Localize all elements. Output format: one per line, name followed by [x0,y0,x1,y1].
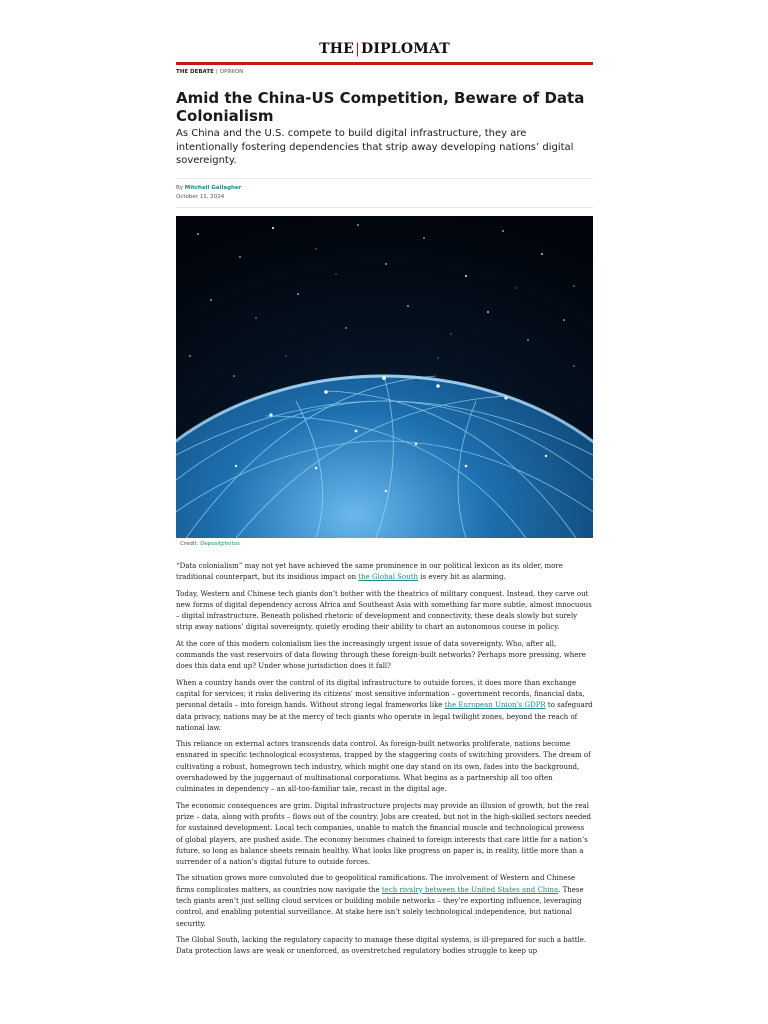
article-body [176,561,593,963]
logo-the: THE [319,41,355,57]
section-separator: | [215,69,218,75]
paragraph-text: is every bit as alarming. [418,573,506,582]
logo-separator: | [355,41,360,57]
credit-source-link[interactable]: Depositphotos [200,541,240,547]
credit-label: Credit: [180,541,199,547]
body-paragraph: The economic consequences are grim. Digital infrastructure projects may provide an illusion of growth, but the real prize – data, along with profits – flows out of the country. Jobs are created, but not in the high-skilled sectors needed for sustained development. Local tech companies, unable to match the financial muscle and technological prowess of global players, are pushed aside. The economy becomes chained to foreign interests that care little for a nation’s future, so long as balance sheets remain healthy. What looks like progress on paper is, in reality, little more than a surrender of a nation’s digital future to outside forces. [176,801,591,867]
paragraph-text: The situation grows more convoluted due to geopolitical ramifications. The involvement of Western and Chinese firms complicates matters, as countries now navigate the [176,874,576,894]
header-divider [176,62,593,65]
publish-date: October 11, 2024 [176,194,225,200]
byline-prefix: By [176,185,184,191]
byline-divider-top [176,178,593,179]
body-paragraph: Today, Western and Chinese tech giants don’t bother with the theatrics of military conquest. Instead, they carve out new forms of digital dependency across Africa and Southeast Asia with something far more subtle, almost innocuous – digital infrastructure. Beneath polished rhetoric of development and connectivity, these deals slowly but surely strip away nations’ digital sovereignty, quietly eroding their ability to chart an autonomous course in policy. [176,589,592,632]
paragraph-text: “Data colonialism” may not yet have achieved the same prominence in our political lexicon as its older, more traditional counterpart, but its insidious impact on [176,562,563,582]
body-paragraph: At the core of this modern colonialism lies the increasingly urgent issue of data sovereignty. Who, after all, commands the vast reservoirs of data flowing through these foreign-built networks? Perhaps more pressing, where does this data end up? Under whose jurisdiction does it fall? [176,639,586,671]
global-south-link[interactable]: the Global South [358,573,419,582]
section-category-link[interactable]: THE DEBATE [176,69,214,75]
paragraph-text: When a country hands over the control of its digital infrastructure to outside forces, it does more than exchange capital for services; it risks delivering its citizens’ most sensitive information – government records, financial data, personal details – into foreign hands. Without strong legal frameworks like [176,678,585,710]
body-paragraph [176,678,593,734]
section-label [176,69,243,75]
tech-rivalry-link[interactable]: tech rivalry between the United States and China [381,885,559,894]
logo-diplomat: DIPLOMAT [360,41,450,57]
body-paragraph: This reliance on external actors transcends data control. As foreign-built networks proliferate, nations become ensnared in specific technological ecosystems, trapped by the staggering costs of switching providers. The dream of cultivating a robust, homegrown tech industry, which might one day stand on its own, fades into the background, overshadowed by the juggernaut of multinational corporations. What begins as a partnership all too often culminates in dependency – an all-too-familiar tale, recast in the digital age. [176,740,591,794]
author-link[interactable]: Mitchell Gallagher [184,185,242,191]
article-standfirst: As China and the U.S. compete to build digital infrastructure, they are intentionally fostering dependencies that strip away developing nations’ digital sovereignty. [176,128,574,166]
body-paragraph [176,561,593,584]
byline [176,185,241,191]
hero-image-globe-network [176,216,593,538]
image-credit [180,541,240,547]
gdpr-link[interactable]: the European Union’s GDPR [444,701,546,710]
section-subcategory-link[interactable]: OPINION [219,69,244,75]
byline-divider-bottom [176,207,593,208]
article-title: Amid the China-US Competition, Beware of Data Colonialism [176,89,585,125]
site-logo[interactable] [176,41,593,57]
body-paragraph [176,873,593,929]
body-paragraph: The Global South, lacking the regulatory capacity to manage these digital systems, is ill-prepared for such a battle. Data protection laws are weak or unenforced, as overstretched regulatory bodies struggle to keep up [176,935,587,956]
paragraph-text: to safeguard data privacy, nations may be at the mercy of tech giants who operate in legal twilight zones, beyond the reach of national law. [176,701,593,732]
paragraph-text: . These tech giants aren’t just selling cloud services or building mobile networks – they’re exporting influence, leveraging control, and enabling potential surveillance. At stake here isn’t solely technological independence, but national security. [176,885,584,928]
